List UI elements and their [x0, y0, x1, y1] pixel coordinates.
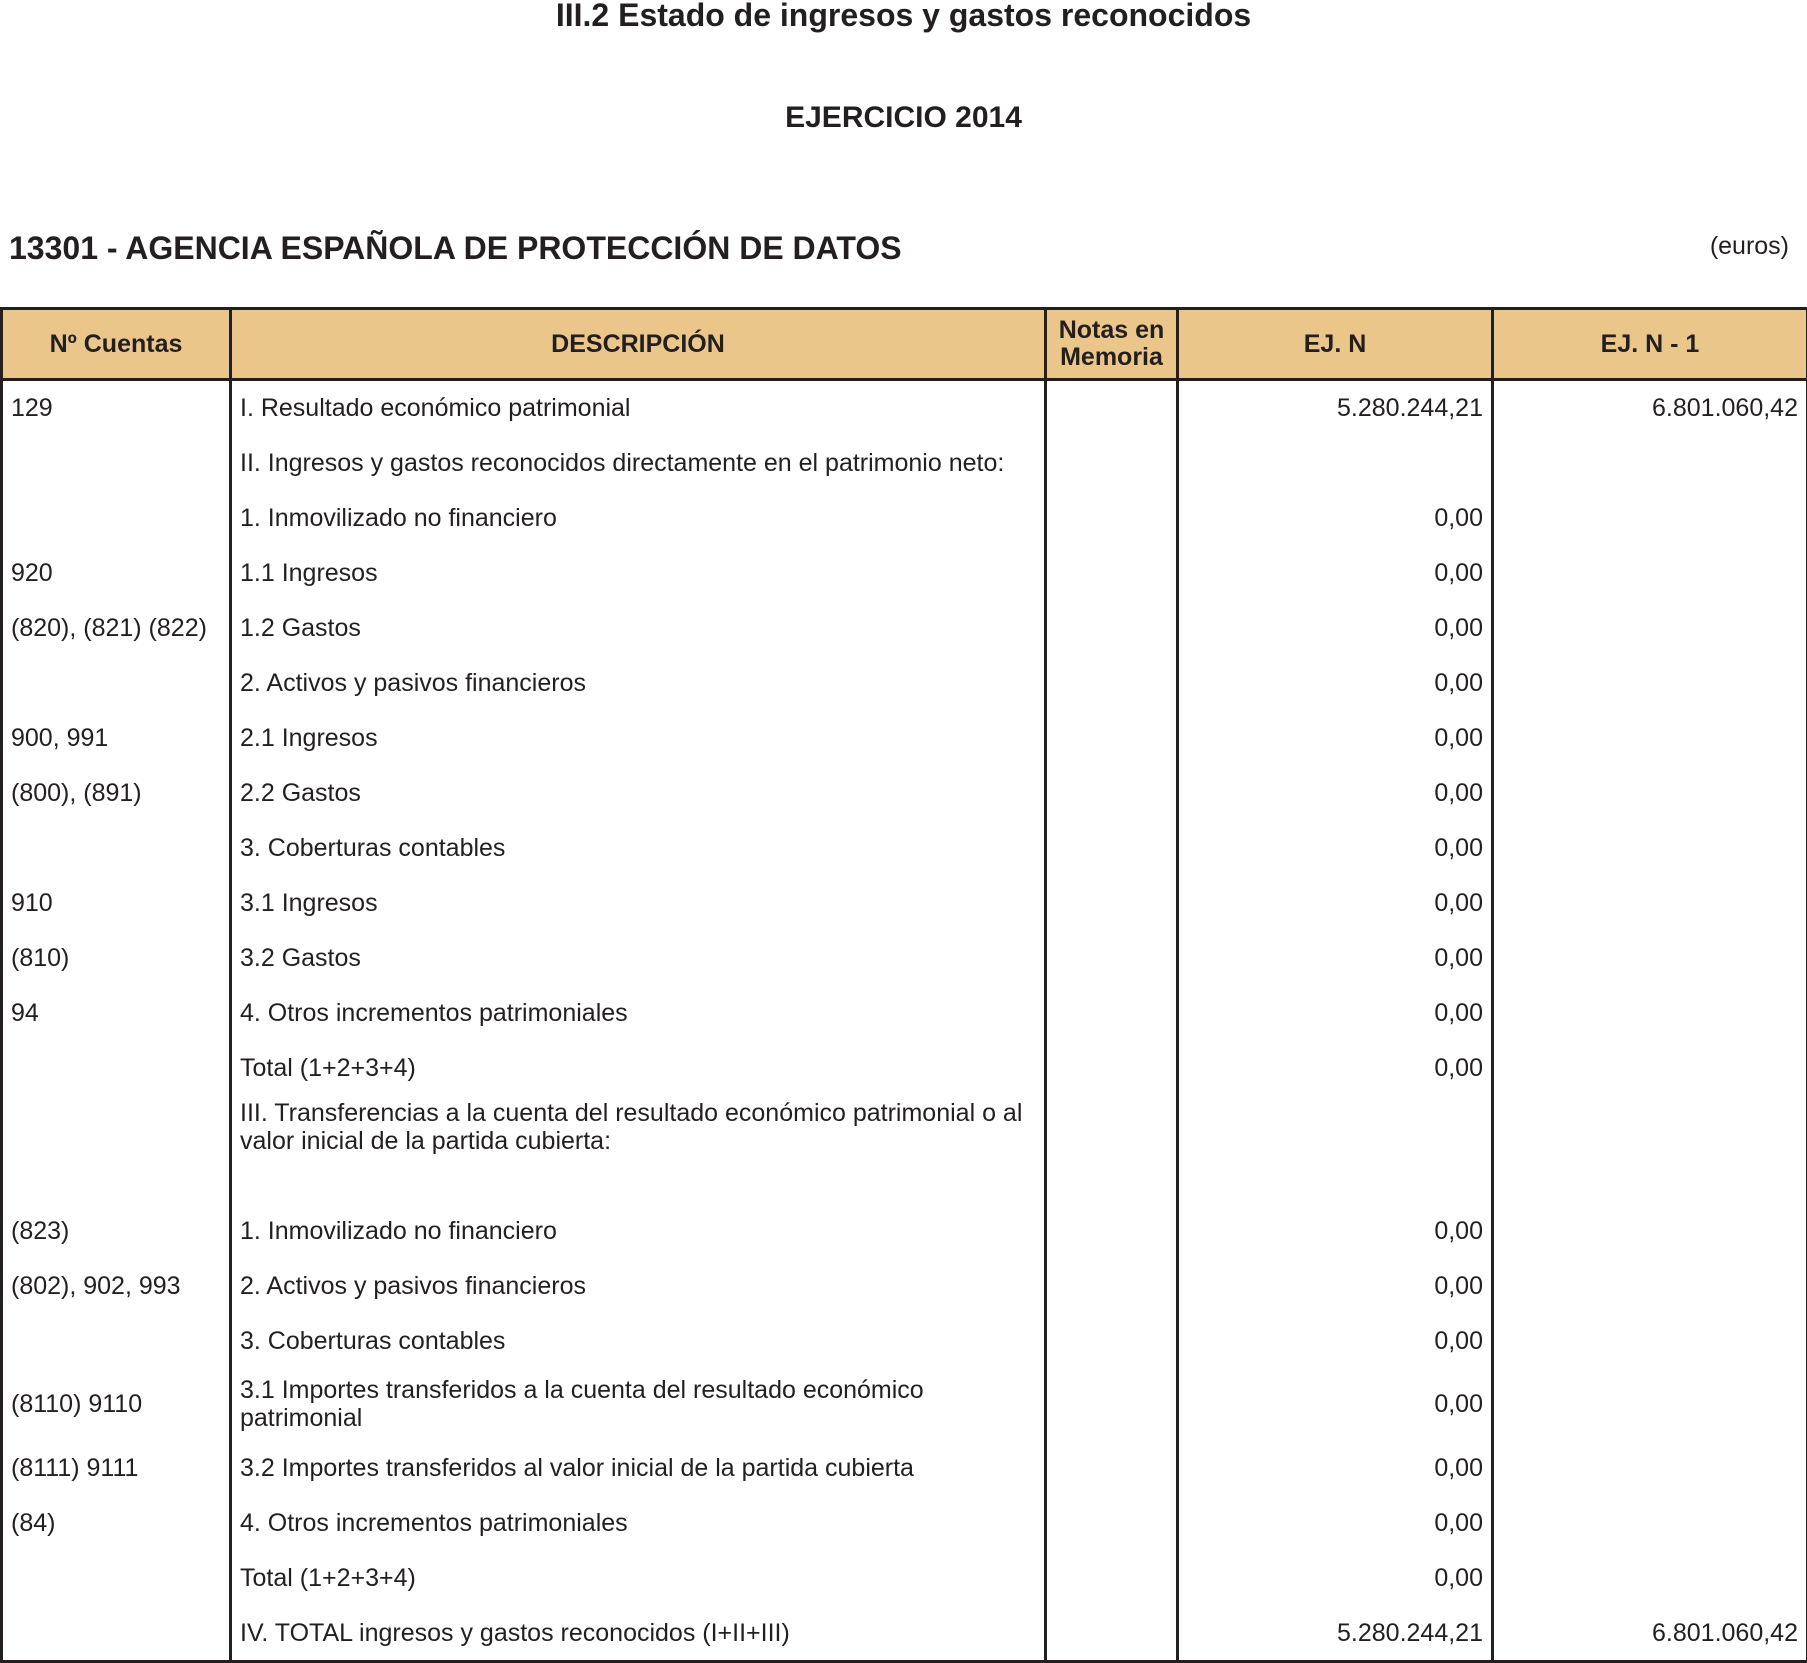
income-expense-statement-table	[0, 307, 1807, 1663]
entity-heading: 13301 - AGENCIA ESPAÑOLA DE PROTECCIÓN DE DATOS	[9, 228, 902, 268]
cell-description: IV. TOTAL ingresos y gastos reconocidos (I+II+III)	[231, 1605, 1046, 1662]
cell-previous-year	[1493, 1313, 1807, 1368]
cell-notes	[1046, 875, 1178, 930]
cell-notes	[1046, 1040, 1178, 1095]
cell-notes	[1046, 765, 1178, 820]
cell-description: III. Transferencias a la cuenta del resultado económico patrimonial o al valor inicial de la partida cubierta:	[231, 1095, 1046, 1203]
table-row	[2, 600, 1807, 655]
cell-current-year: 0,00	[1178, 875, 1493, 930]
header-previous-year: EJ. N - 1	[1493, 309, 1807, 380]
cell-accounts	[2, 1040, 231, 1095]
cell-description: II. Ingresos y gastos reconocidos directamente en el patrimonio neto:	[231, 435, 1046, 490]
fiscal-year-heading: EJERCICIO 2014	[0, 100, 1807, 136]
cell-previous-year	[1493, 765, 1807, 820]
cell-notes	[1046, 545, 1178, 600]
cell-previous-year: 6.801.060,42	[1493, 380, 1807, 436]
cell-current-year: 0,00	[1178, 930, 1493, 985]
cell-accounts: (800), (891)	[2, 765, 231, 820]
cell-current-year: 0,00	[1178, 710, 1493, 765]
cell-current-year	[1178, 435, 1493, 490]
cell-description: 3.1 Ingresos	[231, 875, 1046, 930]
table-row	[2, 1440, 1807, 1495]
cell-current-year: 0,00	[1178, 655, 1493, 710]
cell-notes	[1046, 1203, 1178, 1258]
cell-current-year: 0,00	[1178, 765, 1493, 820]
cell-current-year: 0,00	[1178, 1040, 1493, 1095]
cell-notes	[1046, 1440, 1178, 1495]
cell-current-year: 0,00	[1178, 1313, 1493, 1368]
cell-current-year: 0,00	[1178, 1550, 1493, 1605]
cell-accounts	[2, 820, 231, 875]
table-row	[2, 985, 1807, 1040]
header-description: DESCRIPCIÓN	[231, 309, 1046, 380]
table-row	[2, 1495, 1807, 1550]
cell-notes	[1046, 490, 1178, 545]
cell-notes	[1046, 1495, 1178, 1550]
cell-accounts: (820), (821) (822)	[2, 600, 231, 655]
cell-description: 4. Otros incrementos patrimoniales	[231, 985, 1046, 1040]
cell-description: 3.1 Importes transferidos a la cuenta del resultado económico patrimonial	[231, 1368, 1046, 1440]
cell-notes	[1046, 1258, 1178, 1313]
cell-description: Total (1+2+3+4)	[231, 1550, 1046, 1605]
cell-current-year: 0,00	[1178, 1440, 1493, 1495]
cell-notes	[1046, 600, 1178, 655]
cell-notes	[1046, 1550, 1178, 1605]
cell-previous-year	[1493, 1440, 1807, 1495]
cell-description: 4. Otros incrementos patrimoniales	[231, 1495, 1046, 1550]
cell-previous-year	[1493, 710, 1807, 765]
table-row	[2, 1550, 1807, 1605]
document-title: III.2 Estado de ingresos y gastos reconocidos	[0, 0, 1807, 30]
cell-description: 1. Inmovilizado no financiero	[231, 490, 1046, 545]
cell-accounts: (810)	[2, 930, 231, 985]
cell-description: 2.2 Gastos	[231, 765, 1046, 820]
cell-current-year	[1178, 1095, 1493, 1203]
cell-current-year: 0,00	[1178, 985, 1493, 1040]
table-row	[2, 1368, 1807, 1440]
cell-description: 2.1 Ingresos	[231, 710, 1046, 765]
table-row	[2, 1313, 1807, 1368]
cell-accounts: (8110) 9110	[2, 1368, 231, 1440]
cell-accounts: 920	[2, 545, 231, 600]
cell-accounts: 129	[2, 380, 231, 436]
table-row	[2, 1605, 1807, 1662]
table-row	[2, 1040, 1807, 1095]
header-accounts: Nº Cuentas	[2, 309, 231, 380]
cell-current-year: 0,00	[1178, 1368, 1493, 1440]
header-notes: Notas en Memoria	[1046, 309, 1178, 380]
cell-previous-year	[1493, 930, 1807, 985]
cell-notes	[1046, 1095, 1178, 1203]
table-body	[2, 380, 1807, 1662]
cell-previous-year	[1493, 985, 1807, 1040]
table-row	[2, 490, 1807, 545]
cell-previous-year	[1493, 1550, 1807, 1605]
cell-accounts	[2, 1095, 231, 1203]
cell-current-year: 0,00	[1178, 1495, 1493, 1550]
cell-notes	[1046, 710, 1178, 765]
table-row	[2, 1203, 1807, 1258]
cell-description: 3.2 Importes transferidos al valor inicial de la partida cubierta	[231, 1440, 1046, 1495]
cell-description: 3.2 Gastos	[231, 930, 1046, 985]
cell-current-year: 0,00	[1178, 1203, 1493, 1258]
cell-notes	[1046, 655, 1178, 710]
cell-accounts	[2, 490, 231, 545]
cell-description: 1.2 Gastos	[231, 600, 1046, 655]
cell-accounts	[2, 1550, 231, 1605]
table-row	[2, 1258, 1807, 1313]
cell-notes	[1046, 930, 1178, 985]
currency-units-label: (euros)	[1710, 230, 1789, 262]
cell-current-year: 0,00	[1178, 1258, 1493, 1313]
cell-description: 1.1 Ingresos	[231, 545, 1046, 600]
table-row	[2, 930, 1807, 985]
cell-previous-year	[1493, 435, 1807, 490]
cell-accounts: (823)	[2, 1203, 231, 1258]
cell-previous-year	[1493, 600, 1807, 655]
cell-accounts: (802), 902, 993	[2, 1258, 231, 1313]
cell-notes	[1046, 1605, 1178, 1662]
table-row	[2, 545, 1807, 600]
header-current-year: EJ. N	[1178, 309, 1493, 380]
cell-description: I. Resultado económico patrimonial	[231, 380, 1046, 436]
cell-previous-year	[1493, 1203, 1807, 1258]
cell-accounts	[2, 655, 231, 710]
cell-notes	[1046, 1313, 1178, 1368]
cell-description: 2. Activos y pasivos financieros	[231, 1258, 1046, 1313]
table-row	[2, 875, 1807, 930]
table-row	[2, 380, 1807, 436]
cell-notes	[1046, 985, 1178, 1040]
cell-accounts: (84)	[2, 1495, 231, 1550]
table-row	[2, 820, 1807, 875]
cell-previous-year	[1493, 1095, 1807, 1203]
cell-notes	[1046, 435, 1178, 490]
cell-current-year: 5.280.244,21	[1178, 1605, 1493, 1662]
cell-current-year: 5.280.244,21	[1178, 380, 1493, 436]
cell-accounts	[2, 1313, 231, 1368]
cell-previous-year	[1493, 655, 1807, 710]
cell-accounts: 94	[2, 985, 231, 1040]
cell-previous-year	[1493, 1495, 1807, 1550]
cell-description: 1. Inmovilizado no financiero	[231, 1203, 1046, 1258]
cell-current-year: 0,00	[1178, 545, 1493, 600]
cell-description: 3. Coberturas contables	[231, 820, 1046, 875]
cell-description: 3. Coberturas contables	[231, 1313, 1046, 1368]
cell-current-year: 0,00	[1178, 490, 1493, 545]
cell-accounts	[2, 435, 231, 490]
cell-previous-year	[1493, 490, 1807, 545]
table-row	[2, 655, 1807, 710]
cell-current-year: 0,00	[1178, 820, 1493, 875]
cell-description: 2. Activos y pasivos financieros	[231, 655, 1046, 710]
cell-notes	[1046, 380, 1178, 436]
table-row	[2, 765, 1807, 820]
table-row	[2, 435, 1807, 490]
cell-previous-year	[1493, 545, 1807, 600]
cell-previous-year	[1493, 1368, 1807, 1440]
cell-description: Total (1+2+3+4)	[231, 1040, 1046, 1095]
cell-previous-year	[1493, 1040, 1807, 1095]
cell-accounts	[2, 1605, 231, 1662]
cell-accounts: (8111) 9111	[2, 1440, 231, 1495]
table-row	[2, 710, 1807, 765]
cell-previous-year	[1493, 820, 1807, 875]
cell-notes	[1046, 820, 1178, 875]
cell-accounts: 910	[2, 875, 231, 930]
cell-accounts: 900, 991	[2, 710, 231, 765]
cell-previous-year	[1493, 1258, 1807, 1313]
table-header-row	[2, 309, 1807, 380]
cell-current-year: 0,00	[1178, 600, 1493, 655]
cell-previous-year	[1493, 875, 1807, 930]
cell-previous-year: 6.801.060,42	[1493, 1605, 1807, 1662]
table-row	[2, 1095, 1807, 1203]
cell-notes	[1046, 1368, 1178, 1440]
